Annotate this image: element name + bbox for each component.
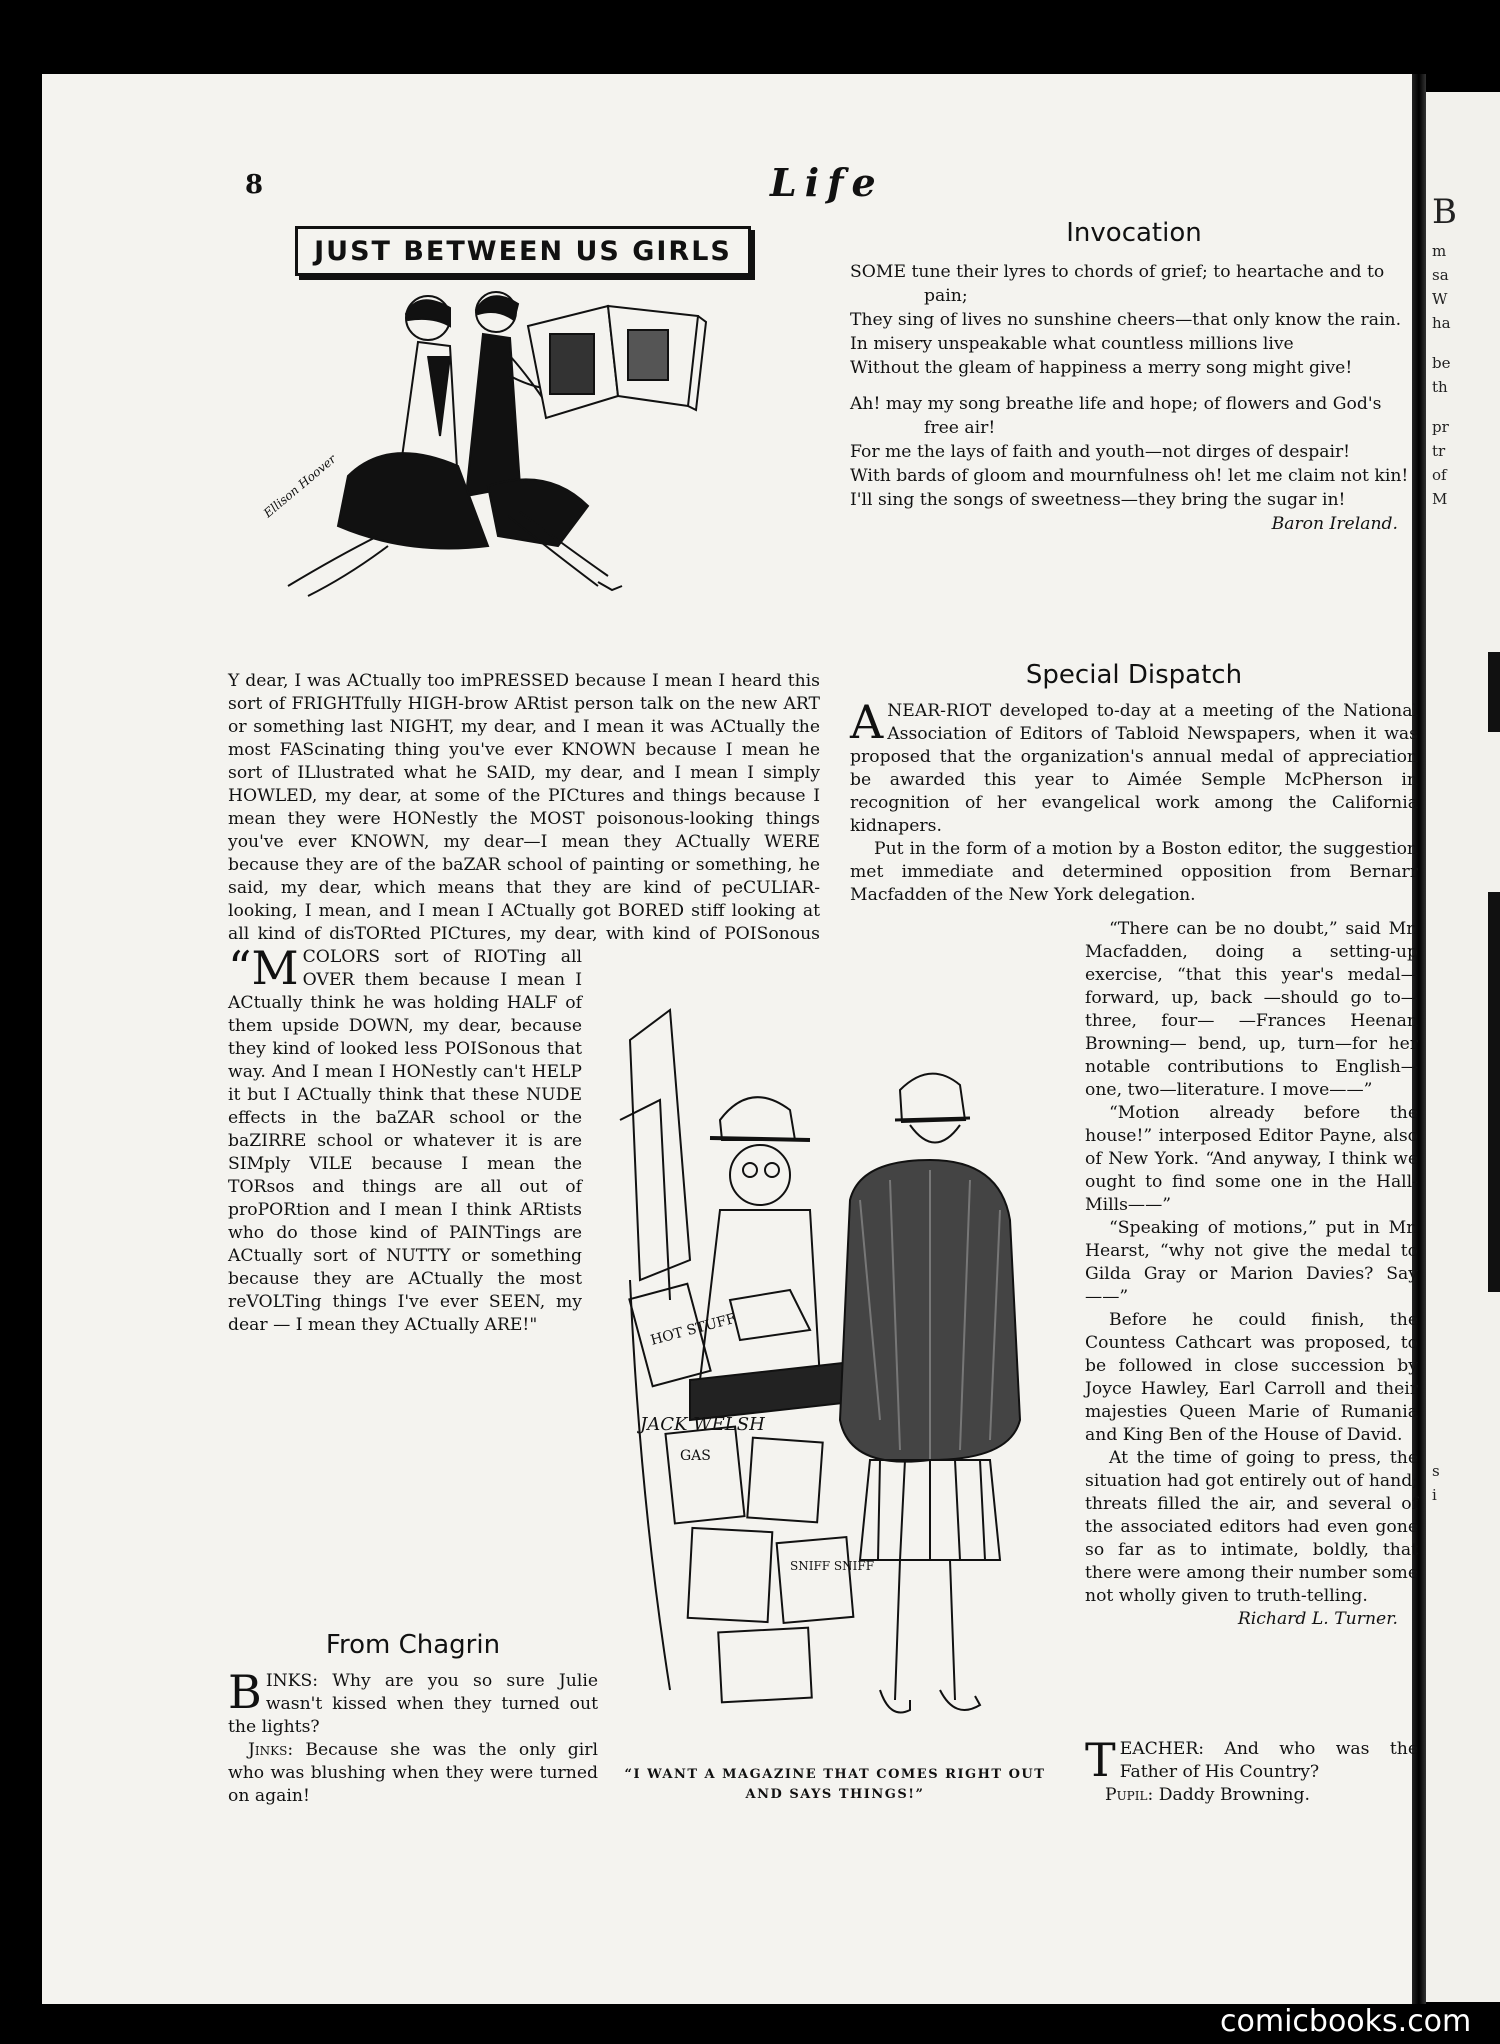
poem-line: For me the lays of faith and youth—not dirges of despair! xyxy=(850,442,1351,462)
dispatch-paragraph: “There can be no doubt,” said Mr. Macfadden, doing a setting-up exercise, “that this year's medal—forward, up, back —should go to—three, four— —Frances Heenan Browning— bend, up, turn—for her notable contributions to English—one, two—literature. I move——” xyxy=(1085,919,1418,1100)
adjacent-dark-block xyxy=(1488,892,1500,1292)
section-title-invocation: Invocation xyxy=(1066,218,1202,248)
dispatch-text-narrow xyxy=(1085,918,1418,1631)
dispatch-paragraph: Put in the form of a motion by a Boston editor, the suggestion met immediate and determined opposition from Bernarr Macfadden of the New York delegation. xyxy=(850,839,1418,905)
poem-line: SOME tune their lyres to chords of grief; to heartache and to pain; xyxy=(850,262,1385,306)
dispatch-paragraph: “Motion already before the house!” interposed Editor Payne, also of New York. “And anyway, I think we ought to find some one in the Hall-Mills——” xyxy=(1085,1103,1418,1215)
masthead-title: Life xyxy=(770,160,884,205)
adjacent-dark-block xyxy=(1488,652,1500,732)
adjacent-fragment: th xyxy=(1432,378,1448,396)
adjacent-fragment: i xyxy=(1432,1486,1437,1504)
adjacent-fragment: sa xyxy=(1432,266,1449,284)
speaker-label: Pupil: xyxy=(1105,1785,1154,1805)
dispatch-text-top xyxy=(850,695,1418,907)
cartoon-caption: “I WANT A MAGAZINE THAT COMES RIGHT OUT AND SAYS THINGS!” xyxy=(624,1767,1046,1802)
column-header-box xyxy=(295,226,751,276)
dispatch-paragraph: At the time of going to press, the situation had got entirely out of hand; threats filled the air, and several of the associated editors had even gone so far as to intimate, boldly, that there were among their number some not wholly given to truth-telling. xyxy=(1085,1448,1418,1606)
adjacent-fragment: ha xyxy=(1432,314,1451,332)
adjacent-fragment: tr xyxy=(1432,442,1446,460)
drop-cap: “M xyxy=(228,941,299,995)
column-header: JUST BETWEEN US GIRLS xyxy=(314,235,732,267)
illustration-signature: Ellison Hoover xyxy=(260,451,339,521)
poem-line: I'll sing the songs of sweetness—they bring the sugar in! xyxy=(850,490,1346,510)
adjacent-fragment: M xyxy=(1432,490,1448,508)
page-number: 8 xyxy=(245,170,264,200)
adjacent-fragment: B xyxy=(1432,192,1457,232)
adjacent-fragment: of xyxy=(1432,466,1447,484)
newsstand-cartoon xyxy=(610,1000,1060,1760)
adjacent-fragment: W xyxy=(1432,290,1448,308)
cartoon-signature: JACK WELSH xyxy=(640,1414,765,1435)
adjacent-page-edge xyxy=(1426,92,1500,2002)
dispatch-paragraph: Before he could finish, the Countess Cathcart was proposed, to be followed in close succession by Joyce Hawley, Earl Carroll and their majesties Queen Marie of Rumania and King Ben of the House of David. xyxy=(1085,1310,1418,1445)
section-title-chagrin: From Chagrin xyxy=(325,1630,501,1660)
speaker-label: Jinks: xyxy=(248,1740,294,1760)
chagrin-line2: Because she was the only girl who was blushing when they were turned on again! xyxy=(228,1740,598,1806)
teacher-line2: Daddy Browning. xyxy=(1158,1785,1310,1805)
poem-line: With bards of gloom and mournfulness oh! let me claim not kin! xyxy=(850,466,1409,486)
adjacent-fragment: m xyxy=(1432,242,1447,260)
magazine-cover-text: SNIFF SNIFF xyxy=(790,1559,875,1573)
drop-cap: A xyxy=(850,695,884,749)
poem-line: They sing of lives no sunshine cheers—that only know the rain. xyxy=(850,310,1402,330)
magazine-cover-text: GAS xyxy=(680,1448,711,1464)
section-title-dispatch: Special Dispatch xyxy=(1025,660,1243,690)
site-watermark: comicbooks.com xyxy=(1220,2004,1472,2039)
stand-sign: HOT STUFF xyxy=(648,1310,738,1349)
teacher-line1: EACHER: And who was the Father of His Country? xyxy=(1119,1739,1418,1782)
girls-body: Y dear, I was ACtually too imPRESSED because I mean I heard this sort of FRIGHTfully HIGH-brow ARtist person talk on the new ART or something last NIGHT, my dear, and I mean it was ACtually the most FAScinating thing you've ever KNOWN because I mean he sort of ILlustrated what he SAID, my dear, and I mean I simply HOWLED, my dear, at some of the PICtures and things because I mean they were HONestly the MOST poisonous-looking things you've ever KNOWN, my dear—I mean they ACtually WERE because they are of the baZAR school of painting or something, he said, my dear, which means that they are kind of peCULIAR-looking, I mean, and I mean I ACtually got BORED stiff looking at all kind of disTORted PICtures, my dear, with kind of POISonous COLORS sort of RIOTing all OVER them because I mean I ACtually think he was holding HALF of them upside DOWN, my dear, because they kind of looked less POISonous that way. And I mean I HONestly can't HELP it but I ACtually think that these NUDE effects in the baZAR school or the baZIRRE school or whatever it is are SIMply VILE because I mean the TORsos and things are all out of proPORtion and I mean I think ARtists who do those kind of PAINTings are ACtually sort of NUTTY or something because they are ACtually the most reVOLTing things I've ever SEEN, my dear — I mean they ACtually ARE!" xyxy=(228,671,820,1335)
two-women-reading-illustration xyxy=(228,286,788,606)
adjacent-fragment: be xyxy=(1432,354,1451,372)
poem-byline: Baron Ireland. xyxy=(1271,514,1398,534)
dispatch-paragraph: “Speaking of motions,” put in Mr. Hearst, “why not give the medal to Gilda Gray or Marion Davies? Say——” xyxy=(1085,1218,1418,1307)
adjacent-fragment: s xyxy=(1432,1462,1440,1480)
teacher-joke xyxy=(1085,1733,1418,1807)
drop-cap: T xyxy=(1085,1733,1116,1787)
poem-line: Without the gleam of happiness a merry song might give! xyxy=(850,358,1353,378)
dispatch-byline: Richard L. Turner. xyxy=(1237,1609,1398,1629)
chagrin-line1: INKS: Why are you so sure Julie wasn't kissed when they turned out the lights? xyxy=(228,1671,598,1737)
dispatch-paragraph: NEAR-RIOT developed to-day at a meeting of the National Association of Editors of Tabloid Newspapers, when it was proposed that the organization's annual medal of appreciation be awarded this year to Aimée Semple McPherson in recognition of her evangelical work among the California kidnapers. xyxy=(850,701,1418,836)
drop-cap: B xyxy=(228,1665,262,1719)
poem-line: In misery unspeakable what countless millions live xyxy=(850,334,1294,354)
adjacent-fragment: pr xyxy=(1432,418,1449,436)
invocation-poem xyxy=(850,260,1418,536)
chagrin-text xyxy=(228,1665,598,1808)
poem-line: Ah! may my song breathe life and hope; of flowers and God's free air! xyxy=(850,394,1382,438)
